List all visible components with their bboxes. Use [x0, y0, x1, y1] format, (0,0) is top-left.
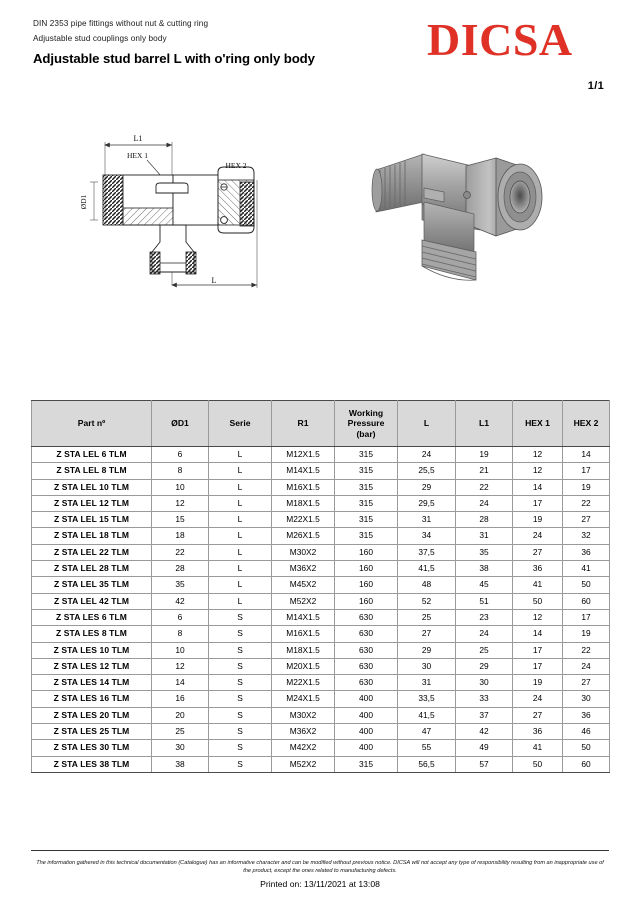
cell-hex1: 41: [513, 577, 563, 593]
cell-part-no: Z STA LEL 22 TLM: [32, 544, 152, 560]
cell-r1: M42X2: [272, 740, 335, 756]
cell-od1: 10: [152, 479, 209, 495]
table-row: [32, 675, 610, 691]
cell-l: 48: [398, 577, 456, 593]
cell-l: 29,5: [398, 495, 456, 511]
cell-od1: 25: [152, 724, 209, 740]
cell-l1: 30: [456, 675, 513, 691]
cell-working-pressure: 315: [335, 756, 398, 772]
render-female-port: [498, 164, 542, 230]
cell-r1: M22X1.5: [272, 675, 335, 691]
cell-r1: M45X2: [272, 577, 335, 593]
cell-l: 41,5: [398, 707, 456, 723]
cell-part-no: Z STA LEL 28 TLM: [32, 561, 152, 577]
cell-part-no: Z STA LEL 15 TLM: [32, 512, 152, 528]
table-row: [32, 724, 610, 740]
table-row: [32, 479, 610, 495]
cell-l: 56,5: [398, 756, 456, 772]
cell-hex1: 12: [513, 463, 563, 479]
cell-working-pressure: 315: [335, 528, 398, 544]
cell-od1: 18: [152, 528, 209, 544]
cell-serie: L: [209, 447, 272, 463]
cell-hex1: 17: [513, 495, 563, 511]
header-subtitle-family: Adjustable stud couplings only body: [33, 34, 167, 43]
cell-l1: 25: [456, 642, 513, 658]
cell-r1: M12X1.5: [272, 447, 335, 463]
cell-part-no: Z STA LES 38 TLM: [32, 756, 152, 772]
cell-working-pressure: 160: [335, 561, 398, 577]
cell-od1: 6: [152, 609, 209, 625]
cell-part-no: Z STA LEL 6 TLM: [32, 447, 152, 463]
cell-part-no: Z STA LES 10 TLM: [32, 642, 152, 658]
cell-serie: S: [209, 707, 272, 723]
cell-working-pressure: 315: [335, 512, 398, 528]
cell-l1: 29: [456, 658, 513, 674]
page-footer: [0, 850, 640, 905]
cell-od1: 10: [152, 642, 209, 658]
cell-l1: 57: [456, 756, 513, 772]
page-header: [0, 0, 640, 110]
table-header: [32, 401, 610, 447]
cell-working-pressure: 315: [335, 447, 398, 463]
cross-section-drawing: [72, 120, 312, 310]
cell-od1: 16: [152, 691, 209, 707]
cell-l1: 24: [456, 495, 513, 511]
cell-l: 41,5: [398, 561, 456, 577]
product-3d-render: [362, 140, 562, 290]
cell-hex2: 60: [563, 593, 610, 609]
cell-hex2: 27: [563, 512, 610, 528]
cell-serie: L: [209, 512, 272, 528]
cell-hex2: 19: [563, 479, 610, 495]
cell-l: 24: [398, 447, 456, 463]
page-title: Adjustable stud barrel L with o'ring only body: [33, 51, 315, 66]
cell-serie: S: [209, 756, 272, 772]
cell-hex1: 14: [513, 626, 563, 642]
table-row: [32, 740, 610, 756]
cell-working-pressure: 400: [335, 707, 398, 723]
cell-r1: M20X1.5: [272, 658, 335, 674]
table-row: [32, 691, 610, 707]
cell-working-pressure: 315: [335, 479, 398, 495]
printed-on-text: Printed on: 13/11/2021 at 13:08: [260, 879, 380, 889]
cell-r1: M16X1.5: [272, 626, 335, 642]
cell-serie: L: [209, 593, 272, 609]
cell-hex1: 50: [513, 756, 563, 772]
cell-hex2: 36: [563, 544, 610, 560]
cell-r1: M30X2: [272, 544, 335, 560]
cell-working-pressure: 400: [335, 740, 398, 756]
dimension-label-hex2: HEX 2: [225, 161, 247, 170]
dicsa-logo-wordmark: DICSA: [427, 17, 573, 64]
cell-hex1: 24: [513, 691, 563, 707]
cell-r1: M14X1.5: [272, 609, 335, 625]
cell-part-no: Z STA LES 6 TLM: [32, 609, 152, 625]
cell-l1: 31: [456, 528, 513, 544]
cell-l: 47: [398, 724, 456, 740]
table-row: [32, 495, 610, 511]
cell-serie: L: [209, 561, 272, 577]
table-row: [32, 577, 610, 593]
cell-part-no: Z STA LEL 10 TLM: [32, 479, 152, 495]
cell-l1: 23: [456, 609, 513, 625]
cell-l: 25,5: [398, 463, 456, 479]
cell-hex2: 41: [563, 561, 610, 577]
cell-serie: L: [209, 544, 272, 560]
table-row: [32, 642, 610, 658]
cell-l: 30: [398, 658, 456, 674]
cell-l1: 24: [456, 626, 513, 642]
footer-divider: [31, 850, 609, 851]
column-header-od1: ØD1: [152, 401, 209, 447]
cell-l1: 49: [456, 740, 513, 756]
cell-hex1: 36: [513, 724, 563, 740]
cell-part-no: Z STA LEL 12 TLM: [32, 495, 152, 511]
cell-r1: M36X2: [272, 724, 335, 740]
cell-r1: M36X2: [272, 561, 335, 577]
cell-l1: 38: [456, 561, 513, 577]
cell-l: 25: [398, 609, 456, 625]
table-row: [32, 593, 610, 609]
cell-hex1: 50: [513, 593, 563, 609]
cell-od1: 42: [152, 593, 209, 609]
cell-working-pressure: 160: [335, 593, 398, 609]
header-subtitle-standard: DIN 2353 pipe fittings without nut & cutting ring: [33, 19, 209, 28]
page-indicator: 1/1: [587, 80, 604, 92]
cell-hex1: 27: [513, 707, 563, 723]
cell-part-no: Z STA LES 12 TLM: [32, 658, 152, 674]
cell-serie: S: [209, 691, 272, 707]
cell-hex2: 22: [563, 642, 610, 658]
product-figures: [0, 112, 640, 312]
dicsa-logo-mark: [427, 17, 607, 64]
cell-od1: 6: [152, 447, 209, 463]
cell-l1: 35: [456, 544, 513, 560]
cell-od1: 12: [152, 658, 209, 674]
cell-l1: 19: [456, 447, 513, 463]
cell-r1: M30X2: [272, 707, 335, 723]
cell-serie: L: [209, 528, 272, 544]
cell-l: 37,5: [398, 544, 456, 560]
cell-od1: 14: [152, 675, 209, 691]
cell-serie: L: [209, 463, 272, 479]
cell-hex2: 46: [563, 724, 610, 740]
cell-serie: S: [209, 675, 272, 691]
cell-l1: 21: [456, 463, 513, 479]
cell-hex1: 24: [513, 528, 563, 544]
cell-l1: 45: [456, 577, 513, 593]
cell-hex1: 17: [513, 642, 563, 658]
cell-working-pressure: 400: [335, 691, 398, 707]
cell-l: 29: [398, 642, 456, 658]
cell-working-pressure: 160: [335, 577, 398, 593]
cell-r1: M52X2: [272, 756, 335, 772]
table-row: [32, 447, 610, 463]
cell-working-pressure: 630: [335, 658, 398, 674]
column-header-r1: R1: [272, 401, 335, 447]
cell-working-pressure: 315: [335, 463, 398, 479]
cell-part-no: Z STA LES 25 TLM: [32, 724, 152, 740]
cell-hex2: 22: [563, 495, 610, 511]
table-row: [32, 707, 610, 723]
column-header-serie: Serie: [209, 401, 272, 447]
column-header-hex1: HEX 1: [513, 401, 563, 447]
cell-working-pressure: 630: [335, 609, 398, 625]
cell-hex2: 30: [563, 691, 610, 707]
cell-hex1: 36: [513, 561, 563, 577]
table-row: [32, 463, 610, 479]
table-row: [32, 512, 610, 528]
cell-part-no: Z STA LES 8 TLM: [32, 626, 152, 642]
cell-working-pressure: 630: [335, 626, 398, 642]
cell-r1: M22X1.5: [272, 512, 335, 528]
cell-hex2: 36: [563, 707, 610, 723]
cell-serie: S: [209, 724, 272, 740]
cell-hex1: 19: [513, 512, 563, 528]
cell-hex2: 50: [563, 577, 610, 593]
specification-table: [31, 400, 610, 773]
cell-od1: 8: [152, 626, 209, 642]
cell-hex2: 27: [563, 675, 610, 691]
cell-od1: 30: [152, 740, 209, 756]
wp-line-2: Pressure: [347, 418, 385, 429]
cell-part-no: Z STA LES 16 TLM: [32, 691, 152, 707]
cell-od1: 8: [152, 463, 209, 479]
table-row: [32, 561, 610, 577]
cell-hex2: 50: [563, 740, 610, 756]
wp-line-1: Working: [348, 407, 384, 418]
cell-r1: M24X1.5: [272, 691, 335, 707]
specification-table-container: [31, 400, 609, 773]
cell-part-no: Z STA LEL 42 TLM: [32, 593, 152, 609]
cell-l1: 33: [456, 691, 513, 707]
cell-hex2: 14: [563, 447, 610, 463]
cell-od1: 12: [152, 495, 209, 511]
table-row: [32, 609, 610, 625]
cell-part-no: Z STA LEL 8 TLM: [32, 463, 152, 479]
cell-l1: 42: [456, 724, 513, 740]
cell-od1: 38: [152, 756, 209, 772]
cell-serie: S: [209, 740, 272, 756]
cell-serie: S: [209, 609, 272, 625]
cell-working-pressure: 160: [335, 544, 398, 560]
cell-part-no: Z STA LEL 18 TLM: [32, 528, 152, 544]
cell-hex2: 19: [563, 626, 610, 642]
table-row: [32, 626, 610, 642]
cell-l: 55: [398, 740, 456, 756]
cell-l: 34: [398, 528, 456, 544]
cell-l1: 37: [456, 707, 513, 723]
cell-serie: L: [209, 495, 272, 511]
cell-hex1: 41: [513, 740, 563, 756]
render-left-stud: [372, 154, 424, 212]
dimension-label-l: L: [211, 276, 217, 285]
cell-hex2: 17: [563, 463, 610, 479]
cell-r1: M14X1.5: [272, 463, 335, 479]
cell-l: 31: [398, 512, 456, 528]
table-header-row: [32, 401, 610, 447]
cell-od1: 28: [152, 561, 209, 577]
cell-hex2: 17: [563, 609, 610, 625]
render-bottom-branch: [422, 202, 476, 280]
cell-od1: 22: [152, 544, 209, 560]
wp-line-3: (bar): [356, 428, 376, 439]
cell-od1: 35: [152, 577, 209, 593]
column-header-hex2: HEX 2: [563, 401, 610, 447]
cell-hex1: 27: [513, 544, 563, 560]
cell-part-no: Z STA LES 20 TLM: [32, 707, 152, 723]
cell-serie: S: [209, 642, 272, 658]
cell-hex1: 14: [513, 479, 563, 495]
cell-hex1: 19: [513, 675, 563, 691]
cell-r1: M16X1.5: [272, 479, 335, 495]
cell-serie: S: [209, 626, 272, 642]
dimension-label-hex1: HEX 1: [127, 151, 149, 160]
table-row: [32, 528, 610, 544]
column-header-part-no: Part nº: [32, 401, 152, 447]
header-text-block: [33, 16, 315, 66]
cell-l: 33,5: [398, 691, 456, 707]
cell-hex1: 17: [513, 658, 563, 674]
table-row: [32, 658, 610, 674]
cell-od1: 15: [152, 512, 209, 528]
legal-disclaimer: The information gathered in this technical documentation (Catalogue) has an informative character and can be modified without previous notice. DICSA will not accept any type of responsibility resulting from an inappropriate use of the product, except the ones related to manufacturing defects.: [36, 860, 604, 875]
cell-r1: M52X2: [272, 593, 335, 609]
cell-working-pressure: 630: [335, 642, 398, 658]
cell-l: 52: [398, 593, 456, 609]
column-header-l1: L1: [456, 401, 513, 447]
table-row: [32, 544, 610, 560]
cell-hex2: 32: [563, 528, 610, 544]
cell-serie: L: [209, 479, 272, 495]
cell-od1: 20: [152, 707, 209, 723]
cell-r1: M18X1.5: [272, 642, 335, 658]
cell-part-no: Z STA LES 30 TLM: [32, 740, 152, 756]
cell-hex2: 60: [563, 756, 610, 772]
dicsa-logo: [427, 17, 607, 64]
column-header-l: L: [398, 401, 456, 447]
cell-serie: S: [209, 658, 272, 674]
dimension-label-d1: ØD1: [79, 194, 88, 210]
dimension-label-l1: L1: [133, 134, 143, 143]
cell-r1: M18X1.5: [272, 495, 335, 511]
cell-l1: 28: [456, 512, 513, 528]
cell-serie: L: [209, 577, 272, 593]
cell-working-pressure: 400: [335, 724, 398, 740]
cell-hex1: 12: [513, 447, 563, 463]
cell-l1: 51: [456, 593, 513, 609]
cell-r1: M26X1.5: [272, 528, 335, 544]
cell-part-no: Z STA LES 14 TLM: [32, 675, 152, 691]
table-body: [32, 447, 610, 773]
cell-l: 29: [398, 479, 456, 495]
cell-l: 31: [398, 675, 456, 691]
cell-l1: 22: [456, 479, 513, 495]
cell-working-pressure: 315: [335, 495, 398, 511]
cell-part-no: Z STA LEL 35 TLM: [32, 577, 152, 593]
cell-l: 27: [398, 626, 456, 642]
cell-hex1: 12: [513, 609, 563, 625]
table-row: [32, 756, 610, 772]
cell-working-pressure: 630: [335, 675, 398, 691]
column-header-working-pressure: [335, 401, 398, 447]
cell-hex2: 24: [563, 658, 610, 674]
